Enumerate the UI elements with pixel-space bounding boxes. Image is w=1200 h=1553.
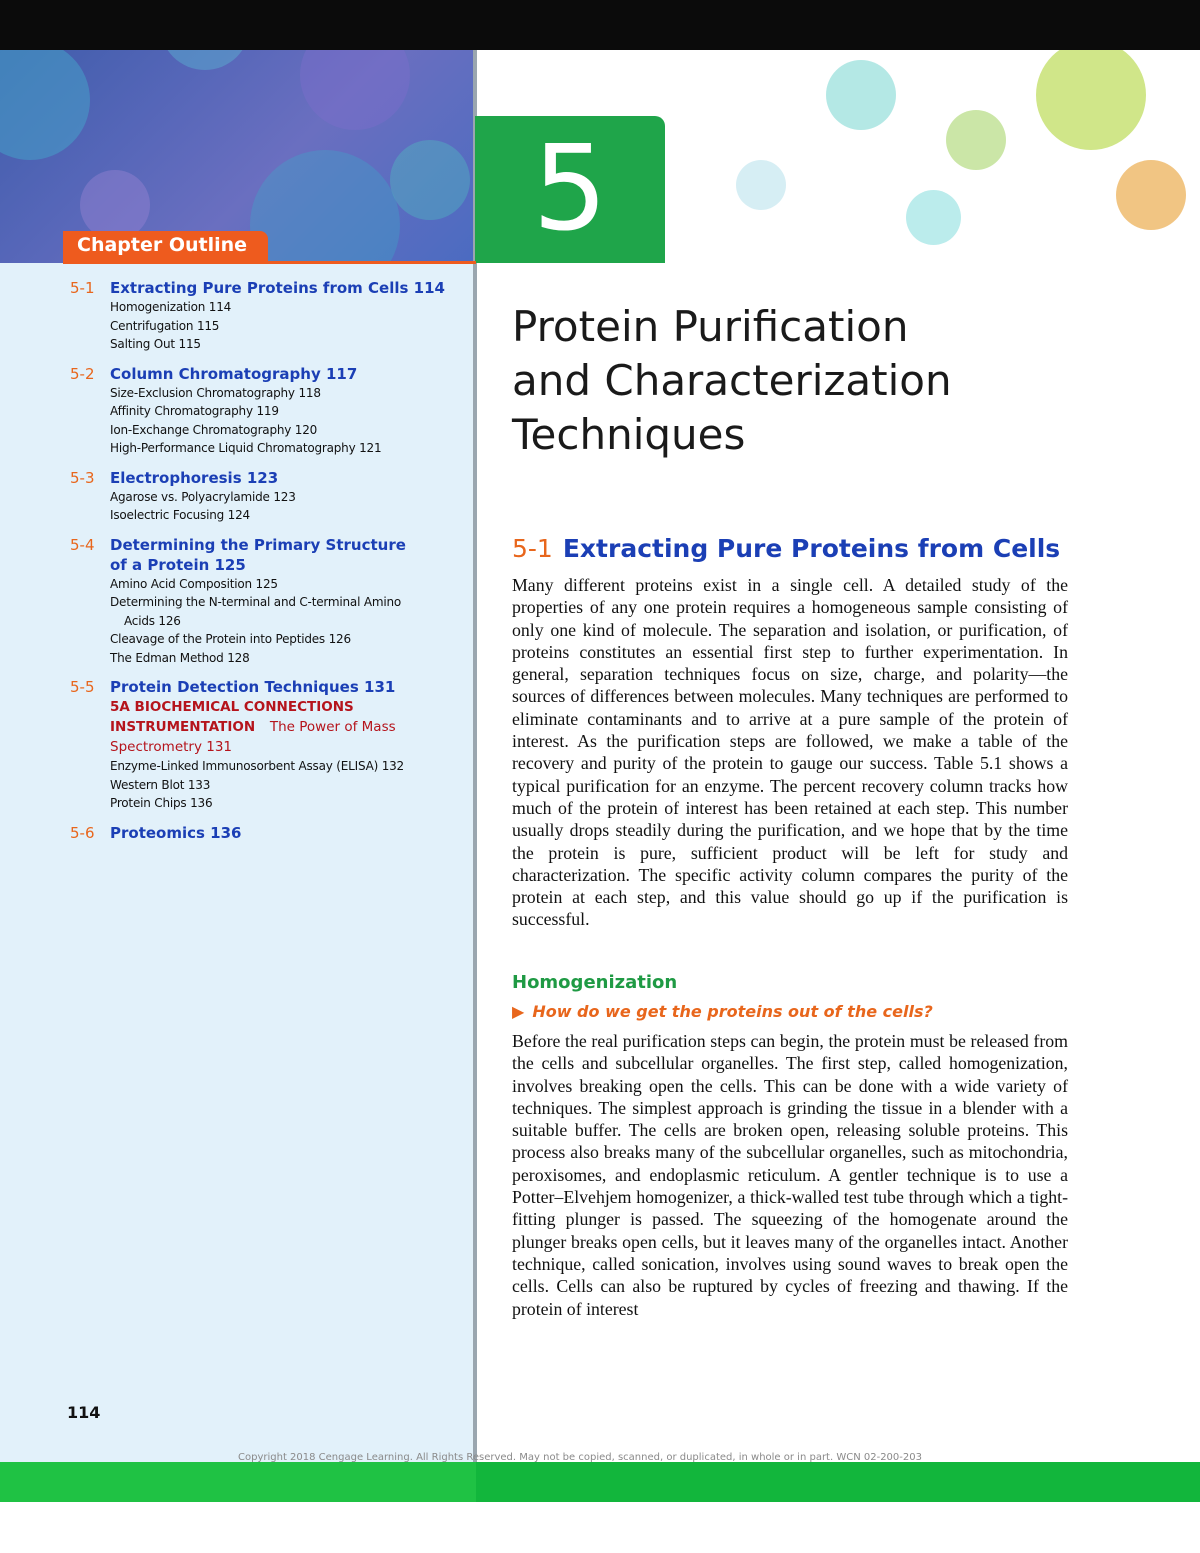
outline-section-title: Column Chromatography 117: [110, 364, 358, 383]
section-number: 5-1: [512, 534, 553, 563]
outline-section: [70, 364, 470, 458]
outline-section-number: 5-5: [70, 678, 95, 696]
outline-item[interactable]: Determining the N-terminal and C-terminal Amino: [110, 595, 402, 609]
outline-item[interactable]: Ion-Exchange Chromatography 120: [110, 422, 318, 437]
outline-section-title-line: of a Protein 125: [110, 555, 246, 574]
outline-item[interactable]: Agarose vs. Polyacrylamide 123: [110, 489, 296, 504]
chapter-title-line: and Characterization: [512, 356, 952, 405]
outline-item[interactable]: Amino Acid Composition 125: [110, 576, 278, 591]
outline-section-heading[interactable]: [70, 535, 470, 575]
footer-band-left: [0, 1462, 476, 1502]
outline-section-title: Proteomics 136: [110, 823, 242, 842]
chapter-title: [512, 300, 1152, 462]
outline-section-heading[interactable]: [70, 364, 470, 384]
outline-item[interactable]: Isoelectric Focusing 124: [110, 508, 250, 522]
outline-rule: [63, 261, 476, 264]
chapter-number-box: [475, 116, 665, 263]
outline-section: [70, 677, 470, 813]
body-paragraph: Before the real purification steps can begin, the protein must be released from the cells and subcellular organelles. The first step, called homogenization, involves breaking open the cells. This can be done with a wide variety of techniques. The simplest approach is grinding the tissue in a blender with a suitable buffer. The cells are broken open, releasing soluble proteins. This process also breaks many of the subcellular organelles, such as mitochondria, peroxisomes, and endoplasmic reticulum. A gentler technique is to use a Potter–Elvehjem homogenizer, a thick-walled test tube through which a tight-fitting plunger is passed. The squeezing of the homogenate around the plunger breaks open cells, but it leaves many of the organelles intact. Another technique, called sonication, involves using sound waves to break open the cells. Cells can also be ruptured by cycles of freezing and thawing. If the protein of interest: [512, 1031, 1068, 1319]
section-title: Extracting Pure Proteins from Cells: [562, 534, 1061, 563]
outline-section-heading[interactable]: [70, 278, 470, 298]
chapter-title-line: Protein Purification: [512, 302, 909, 351]
outline-section-title: [110, 535, 470, 575]
outline-item[interactable]: Cleavage of the Protein into Peptides 126: [110, 632, 351, 646]
outline-section: [70, 823, 470, 843]
outline-section: [70, 535, 470, 668]
outline-section-number: 5-4: [70, 535, 95, 554]
outline-item[interactable]: Acids 126: [124, 613, 181, 628]
column-divider: [473, 50, 477, 1502]
outline-section-heading[interactable]: [70, 677, 470, 697]
outline-section-title: Protein Detection Techniques 131: [110, 678, 396, 696]
outline-item[interactable]: Homogenization 114: [110, 300, 232, 314]
outline-section-title: Electrophoresis 123: [110, 468, 279, 487]
chapter-outline-label: Chapter Outline: [77, 234, 248, 256]
outline-section-number: 5-1: [70, 279, 95, 297]
outline-section-title: Extracting Pure Proteins from Cells 114: [110, 279, 445, 297]
page-number: 114: [67, 1403, 101, 1422]
outline-item[interactable]: Centrifugation 115: [110, 318, 220, 333]
connections-category: INSTRUMENTATION: [110, 719, 256, 735]
outline-section-heading[interactable]: [70, 468, 470, 488]
connections-title-cont[interactable]: Spectrometry 131: [110, 739, 233, 755]
key-question-text: How do we get the proteins out of the cells?: [532, 1002, 933, 1021]
outline-item[interactable]: Enzyme-Linked Immunosorbent Assay (ELISA) 132: [110, 759, 404, 773]
chapter-outline-tab: [63, 231, 268, 263]
outline-section-number: 5-3: [70, 468, 95, 487]
section-heading: [512, 531, 1152, 567]
outline-section-number: 5-6: [70, 823, 95, 842]
key-question: [512, 1002, 933, 1021]
body-paragraph: Many different proteins exist in a single cell. A detailed study of the properties of any one protein requires a homogeneous sample consisting of only one kind of molecule. The separation and isolation, or purification, of proteins constitutes an essential first step to further experimentation. In general, separation techniques focus on size, charge, and polarity—the sources of differences between molecules. Many techniques are performed to eliminate contaminants and to arrive at a pure sample of the protein of interest. As the purification steps are followed, we make a table of the recovery and purity of the protein to gauge our success. Table 5.1 shows a typical purification for an enzyme. The percent recovery column tracks how much of the protein of interest has been retained at each step. This number usually drops steadily during the purification, and we hope that by the time the protein is pure, sufficient product will be left for study and characterization. The specific activity column compares the purity of the protein at each step, and this value should go up if the purification is successful.: [512, 575, 1068, 930]
outline-item[interactable]: Salting Out 115: [110, 337, 201, 351]
chapter-title-line: Techniques: [512, 410, 746, 459]
biochemical-connections-topic[interactable]: [110, 717, 470, 737]
triangle-icon: ▶: [512, 1002, 525, 1021]
outline-section: [70, 278, 470, 354]
top-margin: [0, 0, 1200, 50]
outline-item[interactable]: Size-Exclusion Chromatography 118: [110, 385, 321, 400]
outline-section-number: 5-2: [70, 364, 95, 383]
connections-title: The Power of Mass: [269, 719, 396, 735]
outline-item[interactable]: Western Blot 133: [110, 777, 211, 792]
outline-section-heading[interactable]: [70, 823, 470, 843]
outline-item[interactable]: High-Performance Liquid Chromatography 121: [110, 441, 382, 455]
subsection-heading: Homogenization: [512, 972, 678, 993]
outline-section: [70, 468, 470, 525]
copyright-notice: Copyright 2018 Cengage Learning. All Rights Reserved. May not be copied, scanned, or duplicated, in whole or in part. WCN 02-200-203: [238, 1452, 922, 1463]
chapter-number: 5: [532, 119, 608, 257]
biochemical-connections-label[interactable]: 5A BIOCHEMICAL CONNECTIONS: [110, 699, 354, 715]
outline-item[interactable]: Protein Chips 136: [110, 796, 213, 810]
outline-section-title-line: Determining the Primary Structure: [110, 535, 406, 554]
chapter-outline: [70, 278, 470, 853]
outline-item[interactable]: Affinity Chromatography 119: [110, 404, 279, 418]
outline-item[interactable]: The Edman Method 128: [110, 650, 250, 665]
